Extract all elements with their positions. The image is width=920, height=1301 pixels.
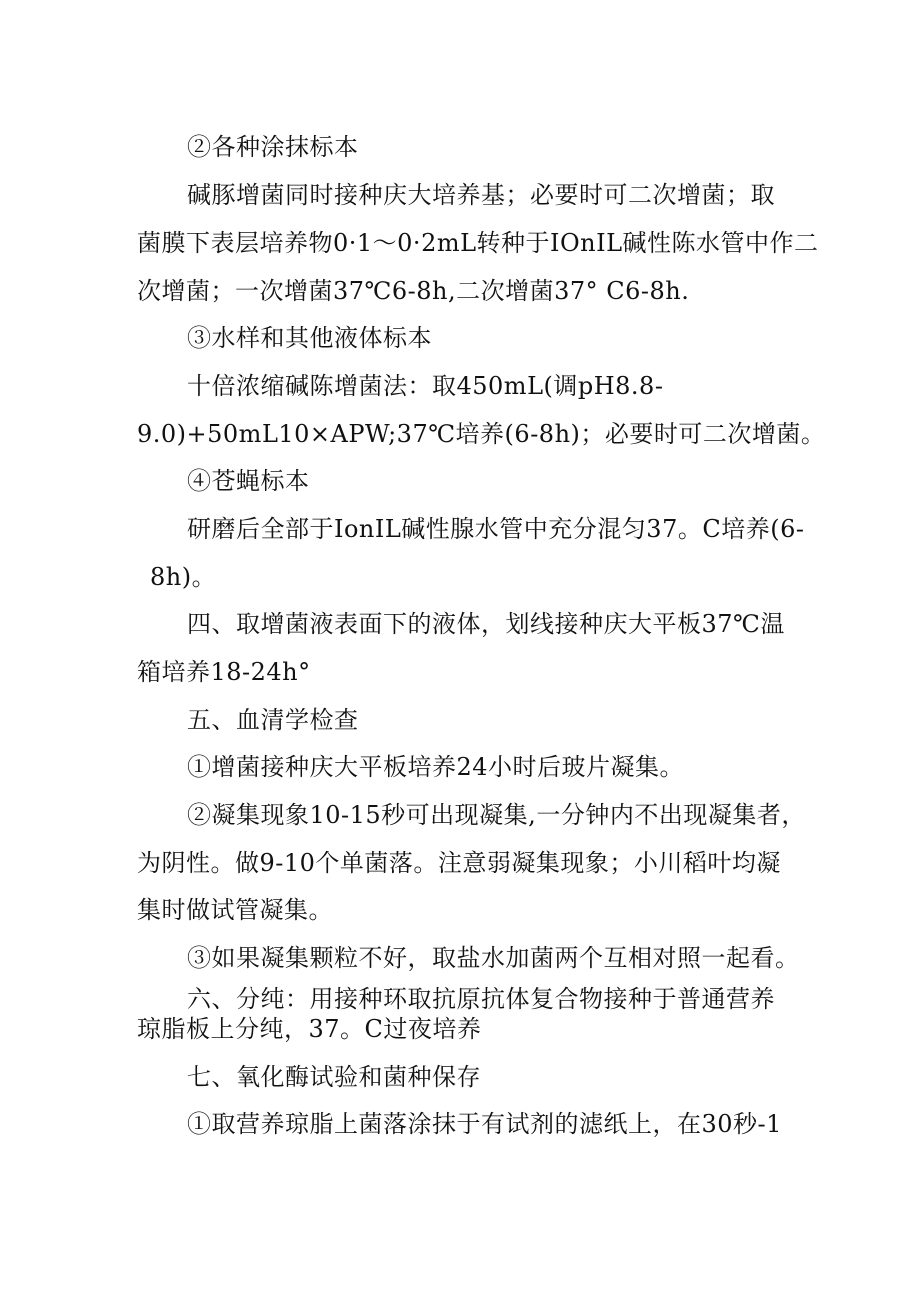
heading-smear-specimen: ②各种涂抹标本 [187,133,359,161]
paragraph-line: ①取营养琼脂上菌落涂抹于有试剂的滤纸上，在30秒-1 [187,1110,782,1138]
heading-fly-specimen: ④苍蝇标本 [187,467,310,495]
paragraph-line: 琼脂板上分纯，37。C过夜培养 [137,1015,482,1043]
paragraph-line: 菌膜下表层培养物0·1～0·2mL转种于IOnIL碱性陈水管中作二 [137,229,819,257]
paragraph-line: 为阴性。做9-10个单菌落。注意弱凝集现象；小川稻叶均凝 [137,849,781,877]
paragraph-line: 次增菌；一次增菌37℃6-8h,二次增菌37° C6-8h. [137,277,690,305]
section-seven-heading: 七、氧化酶试验和菌种保存 [187,1063,481,1091]
paragraph-line: 9.0)+50mL10×APW;37℃培养(6-8h)；必要时可二次增菌。 [137,420,826,448]
paragraph-line: 碱豚增菌同时接种庆大培养基；必要时可二次增菌；取 [187,181,775,209]
paragraph-line: ①增菌接种庆大平板培养24小时后玻片凝集。 [187,753,685,781]
paragraph-line: 研磨后全部于IonIL碱性腺水管中充分混匀37。C培养(6- [187,515,805,543]
paragraph-line: 8h)。 [150,563,217,591]
paragraph-line: 箱培养18-24h° [137,658,311,686]
section-six-line: 六、分纯：用接种环取抗原抗体复合物接种于普通营养 [187,985,775,1013]
paragraph-line: 十倍浓缩碱陈增菌法：取450mL(调pH8.8- [187,372,664,400]
paragraph-line: ③如果凝集颗粒不好，取盐水加菌两个互相对照一起看。 [187,944,800,972]
section-four-line: 四、取增菌液表面下的液体，划线接种庆大平板37℃温 [187,610,785,638]
paragraph-line: ②凝集现象10-15秒可出现凝集,一分钟内不出现凝集者， [187,801,806,829]
section-five-heading: 五、血清学检查 [187,706,359,734]
heading-water-sample: ③水样和其他液体标本 [187,324,432,352]
paragraph-line: 集时做试管凝集。 [137,896,333,924]
